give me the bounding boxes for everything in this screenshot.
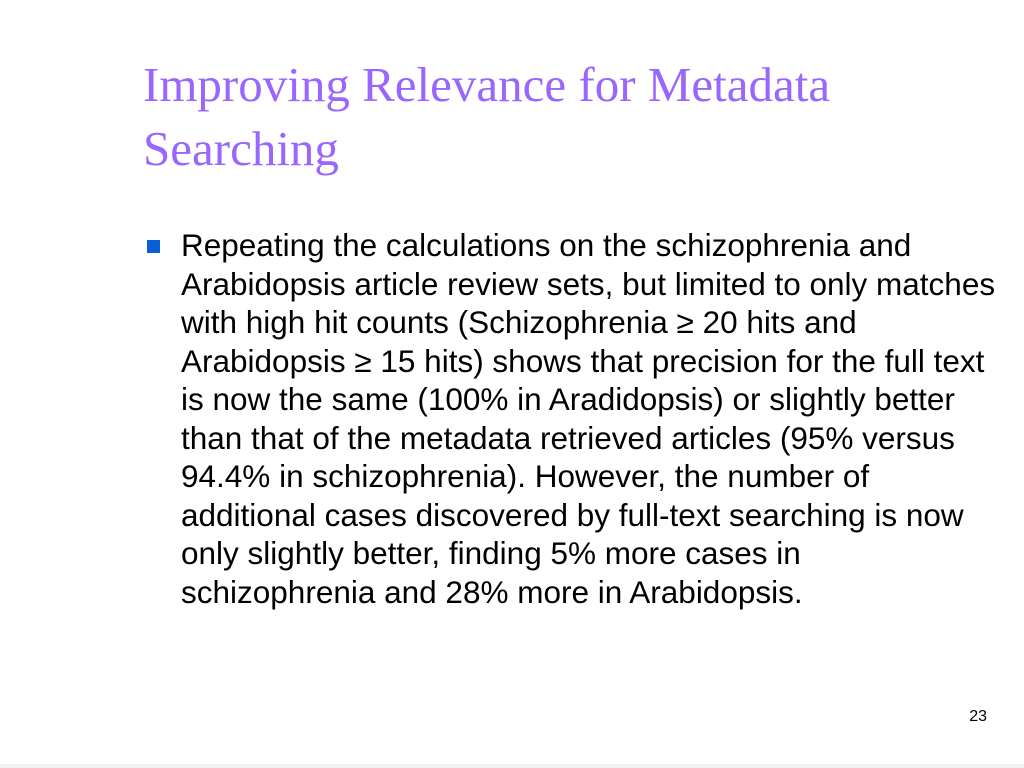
square-bullet-icon (147, 240, 160, 253)
bottom-divider (0, 764, 1024, 768)
bullet-item (143, 226, 1003, 611)
slide-number: 23 (969, 708, 987, 725)
bullet-text: Repeating the calculations on the schizophrenia and Arabidopsis article review sets, but limited to only matches with high hit counts (Schizophrenia ≥ 20 hits and Arabidopsis ≥ 15 hits) shows that precision for the full text is now the same (100% in Aradidopsis) or slightly better than that of the metadata retrieved articles (95% versus 94.4% in schizophrenia). However, the number of additional cases discovered by full-text searching is now only slightly better, finding 5% more cases in schizophrenia and 28% more in Arabidopsis. (181, 227, 996, 610)
slide-title: Improving Relevance for Metadata Searching (143, 57, 831, 176)
bullet-list (143, 226, 1003, 611)
